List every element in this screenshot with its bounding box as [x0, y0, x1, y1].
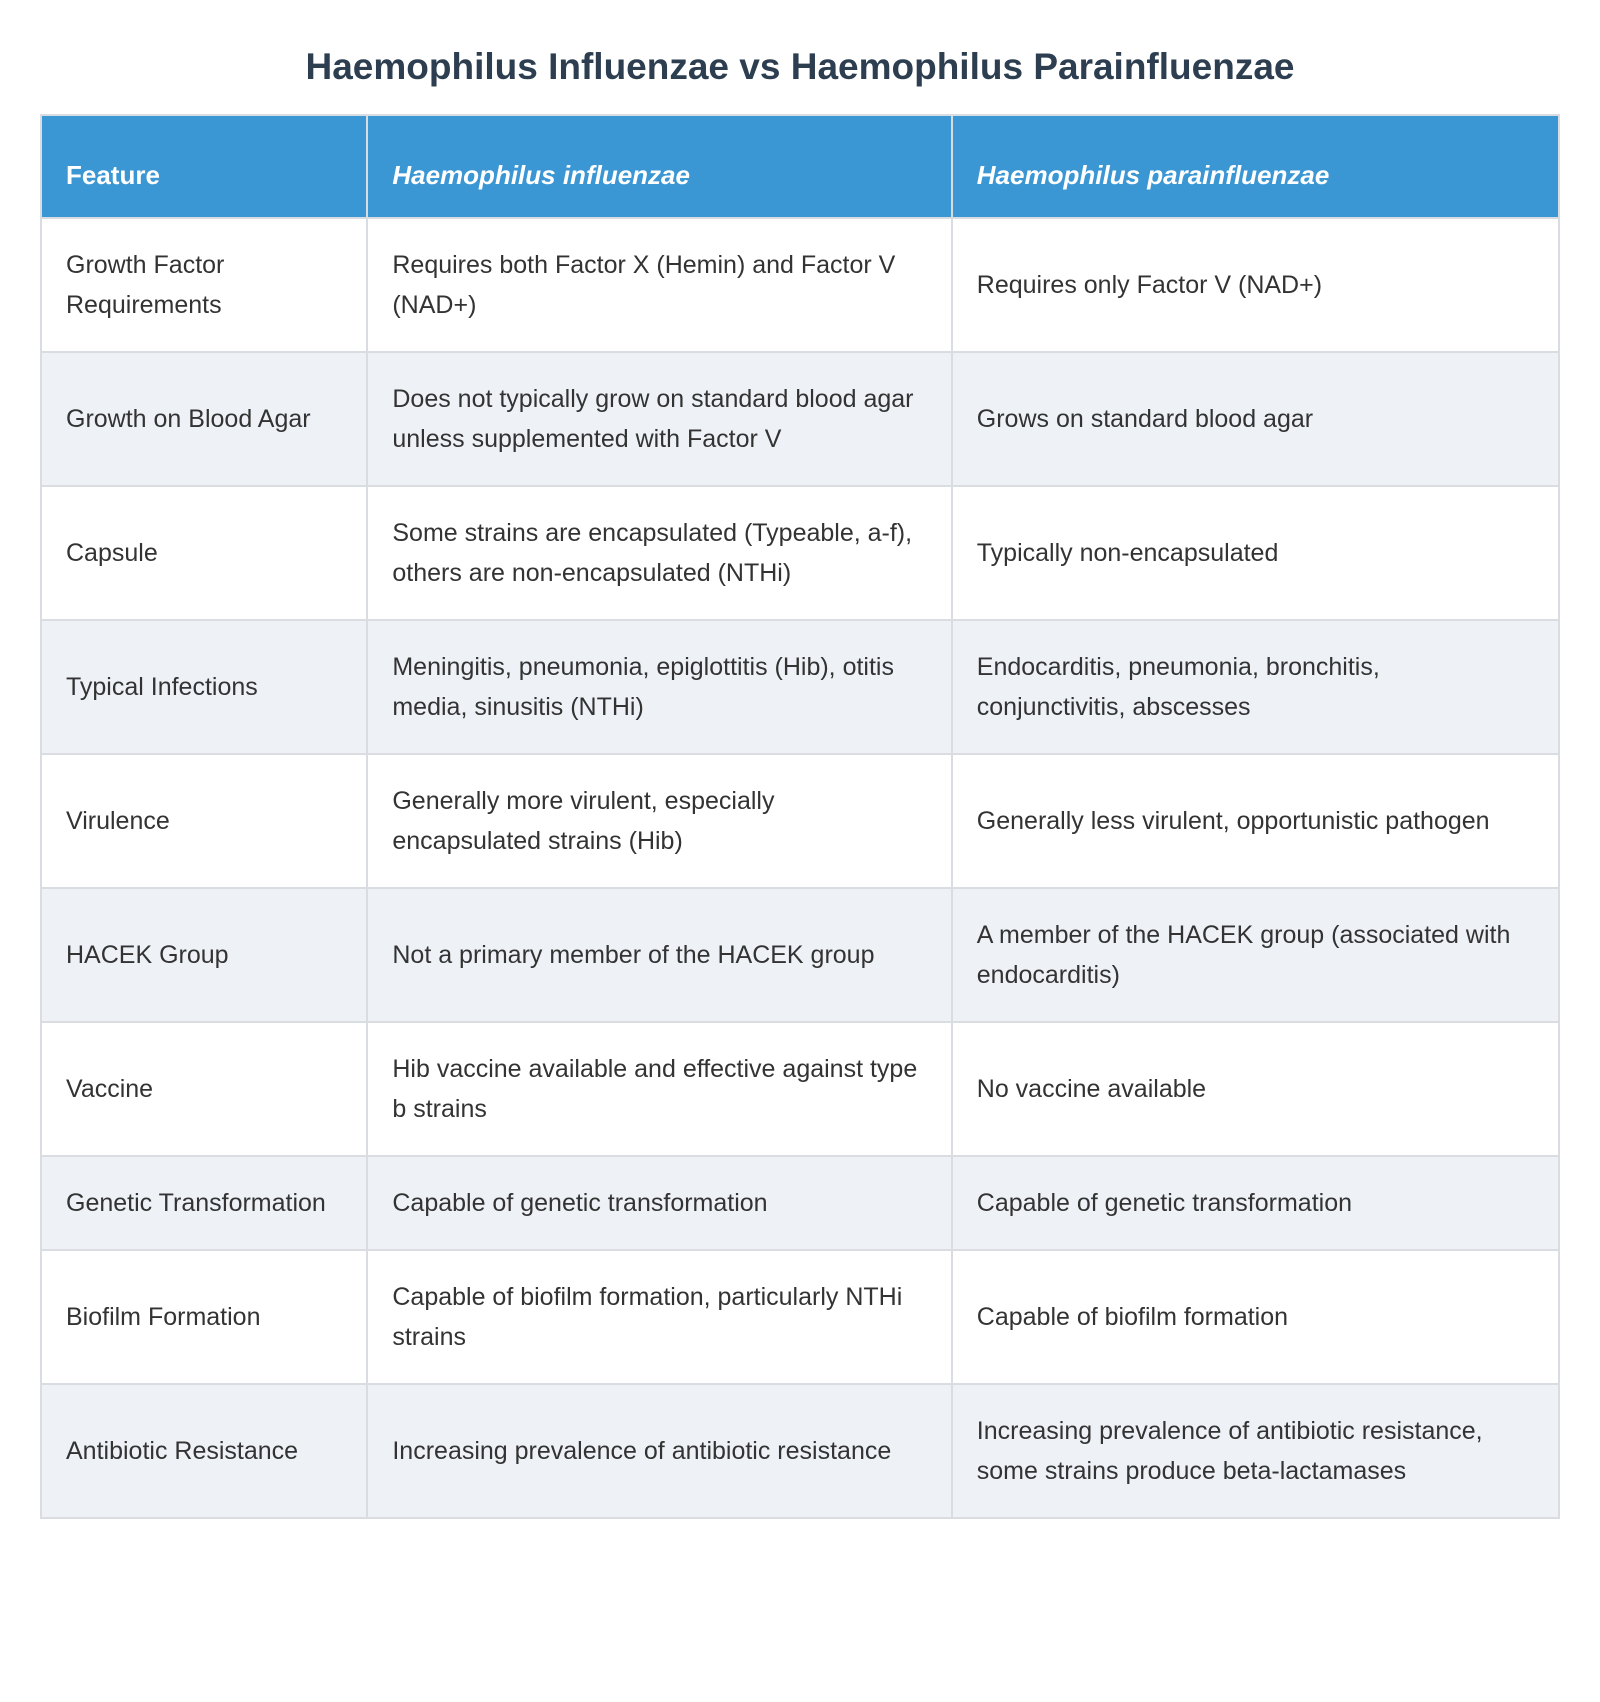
feature-cell: Virulence: [41, 754, 367, 888]
influenzae-cell: Some strains are encapsulated (Typeable, a-f), others are non-encapsulated (NTHi): [367, 486, 951, 620]
column-header-parainfluenzae: Haemophilus parainfluenzae: [952, 115, 1559, 218]
page-title: Haemophilus Influenzae vs Haemophilus Parainfluenzae: [305, 46, 1295, 87]
table-row: [41, 754, 1559, 888]
table-row: [41, 352, 1559, 486]
header-row: [41, 115, 1559, 218]
table-row: [41, 1384, 1559, 1518]
parainfluenzae-cell: Generally less virulent, opportunistic pathogen: [952, 754, 1559, 888]
parainfluenzae-cell: Endocarditis, pneumonia, bronchitis, conjunctivitis, abscesses: [952, 620, 1559, 754]
column-header-influenzae: Haemophilus influenzae: [367, 115, 951, 218]
influenzae-cell: Increasing prevalence of antibiotic resistance: [367, 1384, 951, 1518]
table-header: [41, 115, 1559, 218]
parainfluenzae-cell: Typically non-encapsulated: [952, 486, 1559, 620]
feature-cell: Capsule: [41, 486, 367, 620]
influenzae-cell: Capable of genetic transformation: [367, 1156, 951, 1250]
parainfluenzae-cell: A member of the HACEK group (associated with endocarditis): [952, 888, 1559, 1022]
influenzae-cell: Capable of biofilm formation, particularly NTHi strains: [367, 1250, 951, 1384]
influenzae-cell: Generally more virulent, especially encapsulated strains (Hib): [367, 754, 951, 888]
feature-cell: Vaccine: [41, 1022, 367, 1156]
feature-cell: Genetic Transformation: [41, 1156, 367, 1250]
feature-cell: Antibiotic Resistance: [41, 1384, 367, 1518]
table-body: [41, 218, 1559, 1518]
table-row: [41, 1156, 1559, 1250]
feature-cell: HACEK Group: [41, 888, 367, 1022]
table-row: [41, 620, 1559, 754]
parainfluenzae-cell: Grows on standard blood agar: [952, 352, 1559, 486]
table-row: [41, 486, 1559, 620]
feature-cell: Biofilm Formation: [41, 1250, 367, 1384]
feature-cell: Growth on Blood Agar: [41, 352, 367, 486]
parainfluenzae-cell: Capable of genetic transformation: [952, 1156, 1559, 1250]
influenzae-cell: Hib vaccine available and effective against type b strains: [367, 1022, 951, 1156]
comparison-table: [40, 114, 1560, 1519]
table-row: [41, 218, 1559, 352]
feature-cell: Growth Factor Requirements: [41, 218, 367, 352]
influenzae-cell: Requires both Factor X (Hemin) and Factor V (NAD+): [367, 218, 951, 352]
column-header-feature: Feature: [41, 115, 367, 218]
parainfluenzae-cell: Requires only Factor V (NAD+): [952, 218, 1559, 352]
influenzae-cell: Does not typically grow on standard blood agar unless supplemented with Factor V: [367, 352, 951, 486]
influenzae-cell: Meningitis, pneumonia, epiglottitis (Hib), otitis media, sinusitis (NTHi): [367, 620, 951, 754]
feature-cell: Typical Infections: [41, 620, 367, 754]
table-row: [41, 1250, 1559, 1384]
parainfluenzae-cell: Capable of biofilm formation: [952, 1250, 1559, 1384]
table-row: [41, 888, 1559, 1022]
parainfluenzae-cell: No vaccine available: [952, 1022, 1559, 1156]
table-row: [41, 1022, 1559, 1156]
parainfluenzae-cell: Increasing prevalence of antibiotic resistance, some strains produce beta-lactamases: [952, 1384, 1559, 1518]
influenzae-cell: Not a primary member of the HACEK group: [367, 888, 951, 1022]
